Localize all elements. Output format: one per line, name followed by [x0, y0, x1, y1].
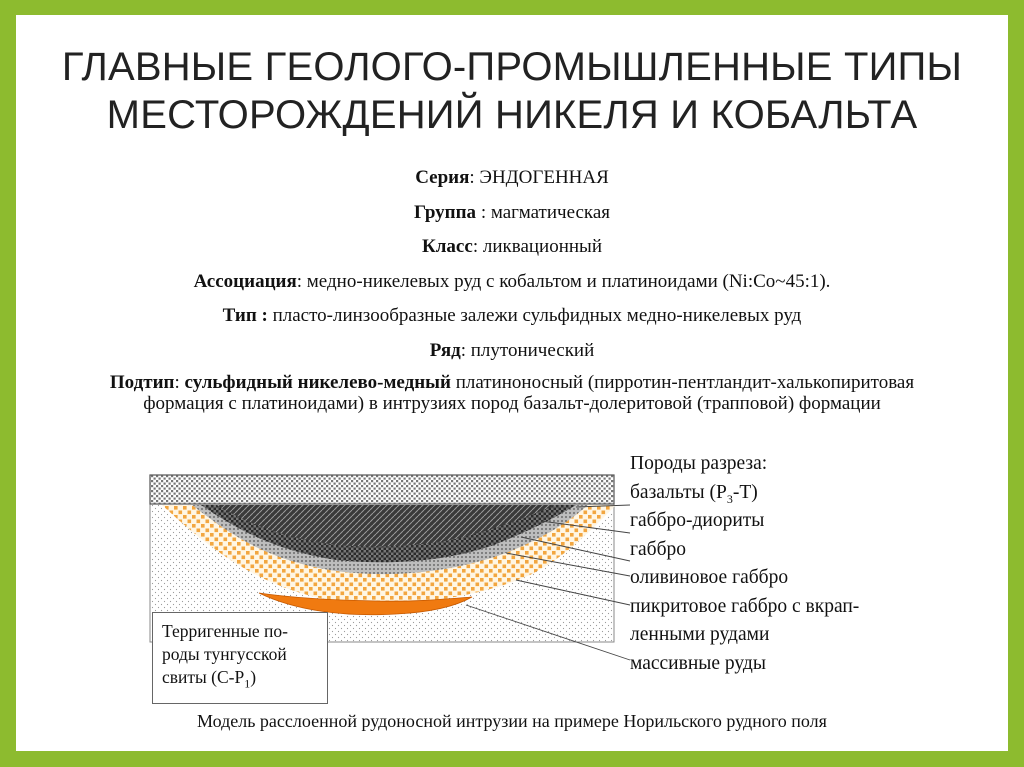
terrigenous-line-3-text: свиты (C-P	[162, 667, 245, 687]
terrigenous-rocks-label	[152, 612, 328, 704]
subtype-sep: :	[174, 372, 185, 393]
terrigenous-line-3-sub: 1	[244, 676, 251, 691]
prop-sep: :	[472, 236, 483, 257]
legend-item-disseminated-ores: ленными рудами	[630, 624, 770, 645]
terrigenous-line-3-tail: )	[250, 667, 257, 687]
title-line-1: ГЛАВНЫЕ ГЕОЛОГО-ПРОМЫШЛЕННЫЕ ТИПЫ	[61, 45, 963, 89]
legend-basalts-tail: -T)	[732, 481, 758, 503]
prop-value: магматическая	[490, 201, 611, 223]
prop-label: Ассоциация	[193, 270, 297, 292]
section-legend	[630, 450, 1000, 678]
terrigenous-line-3	[162, 666, 321, 696]
legend-item-gabbro: габбро	[630, 538, 686, 560]
subtype-rest: платиноносный (пирротин-пентландит-халькопиритовая формация с платиноидами) в интрузиях пород базальт-долеритовой (трапповой) формации	[143, 372, 915, 414]
legend-item-massive-ores: массивные руды	[630, 652, 766, 674]
prop-label: Серия	[415, 167, 470, 188]
legend-basalts-sub: 3	[726, 491, 733, 506]
prop-value: пласто-линзообразные залежи сульфидных медно-никелевых руд	[272, 305, 802, 326]
prop-sep: :	[469, 167, 480, 188]
prop-value: медно-никелевых руд с кобальтом и платиноидами (Ni:Co~45:1).	[306, 270, 831, 292]
prop-value: ЭНДОГЕННАЯ	[479, 167, 609, 188]
slide	[16, 15, 1008, 751]
prop-label: Тип :	[222, 305, 268, 326]
subtype-bold-value: сульфидный никелево-медный	[184, 372, 451, 393]
legend-heading: Породы разреза:	[630, 453, 768, 474]
basalt-layer	[150, 475, 614, 504]
figure-caption: Модель расслоенной рудоносной интрузии на примере Норильского рудного поля	[197, 711, 827, 731]
terrigenous-line-1: Терригенные по-	[162, 621, 288, 641]
prop-value: ликвационный	[482, 236, 602, 257]
title-line-2: МЕСТОРОЖДЕНИЙ НИКЕЛЯ И КОБАЛЬТА	[106, 93, 918, 137]
legend-item-basalts	[630, 479, 1000, 508]
prop-sep: :	[476, 201, 491, 223]
subtype-label: Подтип	[109, 372, 175, 393]
terrigenous-line-2: роды тунгусской	[162, 644, 287, 664]
legend-item-gabbro-diorite: габбро-диориты	[630, 510, 765, 531]
legend-item-picrite-gabbro: пикритовое габбро с вкрап-	[630, 595, 860, 617]
prop-label: Группа	[413, 201, 477, 223]
legend-basalts-text: базальты (P	[630, 481, 727, 503]
prop-value: плутонический	[470, 339, 595, 361]
prop-sep: :	[296, 270, 307, 292]
prop-label: Класс	[422, 236, 473, 257]
legend-item-olivine-gabbro: оливиновое габбро	[630, 567, 789, 588]
prop-sep: :	[460, 339, 471, 361]
prop-label: Ряд	[429, 339, 461, 361]
